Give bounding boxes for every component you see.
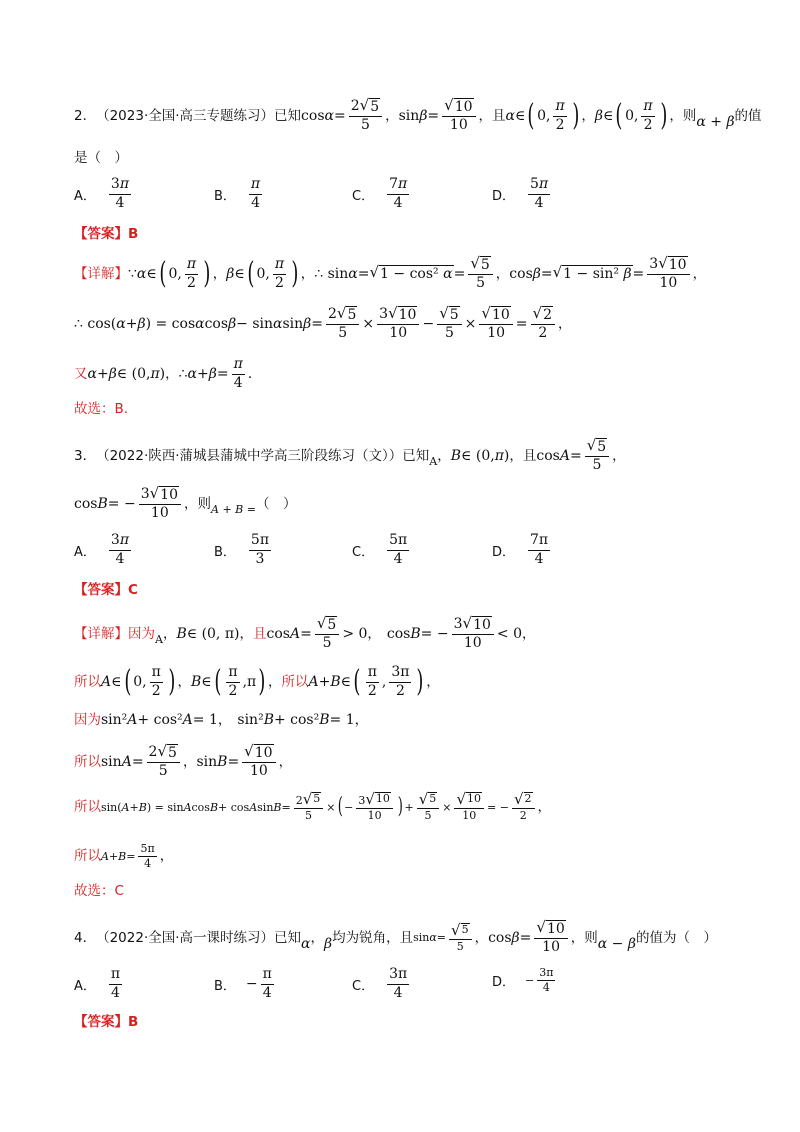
q2-choose: 故选：B.	[74, 401, 129, 417]
q2-option-c: C． $\frac{7\pi}{4}$	[352, 176, 408, 211]
q2-detail-line-2: ∴ cos( α + β ) = cos α cos β − sin α sin β = 2 √ 5 5 × 3 √ 10 10 − √ 5 5 × √ 10 10 = √ 2 2 ，	[74, 304, 572, 341]
q2-stem-cont: 是（ ）	[74, 150, 128, 166]
q2-option-d: D． $\frac{5\pi}{4}$	[492, 176, 549, 211]
q4-stem-line: 4． （2022·全国·高一课时练习） 已知 α ， β 均为锐角，且 sin α = √ 5 5 ， cos β = √ 10 10 ，则 α − β 的值为（ ）	[74, 918, 717, 955]
q2-answer: 【答案】B	[74, 226, 139, 242]
q3-option-a: A． $\frac{3\pi}{4}$	[74, 532, 130, 567]
q2-stem-1: 已知	[274, 107, 302, 124]
q2-beta-range: β ∈ ( 0, $\frac{\pi}{2}$ )	[594, 98, 667, 133]
q2-detail-label: 【详解】	[74, 265, 128, 282]
q2-option-a: A． $\frac{3\pi}{4}$	[74, 176, 130, 211]
q2-cos-alpha: cos α = 2 √ 5 5	[301, 98, 385, 134]
q3-choose: 故选：C	[74, 883, 124, 899]
q2-stem-line: 2． （2023·全国·高三专题练习） 已知 cos α = 2 √ 5 5 ， sin β = √ 10 10 ，且 α ∈ ( 0, $\frac{\pi}{2}$ ) ， β ∈ ( 0, $\frac{\pi}{2}$ ) ，则 α + β 的值	[74, 96, 762, 133]
q3-detail-line-6: 所以 A + B = $\frac{5\pi}{4}$ ，	[74, 842, 174, 870]
q2-source: （2023·全国·高三专题练习）	[96, 107, 275, 124]
q2-alpha-plus-beta: α + β	[696, 113, 735, 130]
q3-number: 3．	[74, 447, 97, 464]
q4-answer: 【答案】B	[74, 1014, 139, 1030]
q3-stem-line: 3． （2022·陕西·蒲城县蒲城中学高三阶段练习（文）） 已知 A ， B ∈ (0, π ) ，且 cos A = √ 5 5 ，	[74, 436, 626, 473]
q2-option-b: B． $\frac{\pi}{4}$	[214, 176, 261, 211]
q3-option-b: B． $\frac{5\pi}{3}$	[214, 532, 270, 567]
q3-detail-line-3: 因为 sin² A + cos² A = 1 ， sin² B + cos² B = 1 ，	[74, 712, 369, 729]
q4-source: （2022·全国·高一课时练习）	[96, 929, 275, 946]
q3-stem-line-2: cos B = − 3 √ 10 10 ，则 A + B = （ ）	[74, 484, 297, 521]
q3-option-d: D． $\frac{7\pi}{4}$	[492, 532, 549, 567]
q3-option-c: C． $\frac{5\pi}{4}$	[352, 532, 408, 567]
q4-number: 4．	[74, 929, 97, 946]
q3-source: （2022·陕西·蒲城县蒲城中学高三阶段练习（文））	[96, 447, 403, 464]
q4-option-d: D． − $\frac{3\pi}{4}$	[492, 966, 554, 994]
q2-alpha-range: α ∈ ( 0, $\frac{\pi}{2}$ )	[505, 98, 580, 133]
q2-detail-line-1: 【详解】 ∵ α ∈ ( 0, $\frac{\pi}{2}$ ) ， β ∈ ( 0, $\frac{\pi}{2}$ ) ， ∴ sin α = √ 1 − cos² α = √ 5 5 ， cos β = √ 1 − sin² β = 3 √ 10 10 ，	[74, 254, 707, 291]
q2-sin-beta: sin β = √ 10 10	[399, 98, 479, 134]
q3-detail-line-2: 所以 A ∈ ( 0, $\frac{\pi}{2}$ ) ， B ∈ ( $\frac{\pi}{2}$ ,π ) ， 所以 A + B ∈ ( $\frac{\pi}{2}$ , $\frac{3\pi}{2}$ ) ，	[74, 664, 440, 699]
q4-option-c: C． $\frac{3\pi}{4}$	[352, 966, 408, 1001]
q3-detail-line-5: 所以 sin( A + B ) = sin A cos B + cos A sin B = 2 √ 5 5 × ( − 3 √ 10 10 ) + √ 5 5 × √ 10 10 = − √ 2 2 ，	[74, 790, 552, 822]
q4-option-a: A． $\frac{\pi}{4}$	[74, 966, 121, 1001]
q2-detail-line-3: 又 α + β ∈ (0, π ) ， ∴ α + β = $\frac{\pi}{4}$ .	[74, 356, 253, 391]
q4-option-b: B． − $\frac{\pi}{4}$	[214, 966, 272, 1001]
q3-detail-line-4: 所以 sin A = 2 √ 5 5 ， sin B = √ 10 10 ，	[74, 742, 293, 779]
q2-number: 2．	[74, 107, 97, 124]
q3-detail-line-1: 【详解】 因为 A ， B ∈ (0, π) ， 且 cos A = √ 5 5 > 0 ， cos B = − 3 √ 10 10 < 0 ，	[74, 614, 536, 651]
q3-answer: 【答案】C	[74, 582, 138, 598]
